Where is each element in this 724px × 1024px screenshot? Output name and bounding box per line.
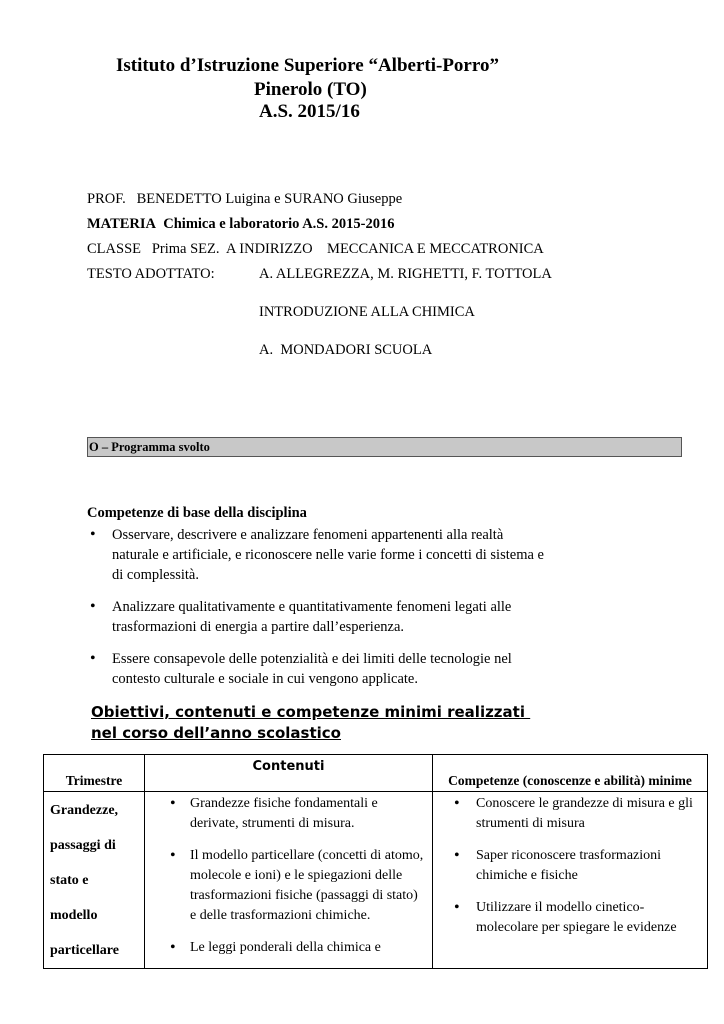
contenuti-cell [145, 792, 433, 969]
competenze-cell [433, 792, 708, 969]
competenze-minime-list [434, 794, 706, 938]
school-year: A.S. 2015/16 [259, 101, 360, 122]
prof-line [87, 191, 402, 208]
table-header-row [44, 755, 708, 792]
classe-line: CLASSE Prima SEZ. A INDIRIZZO MECCANICA E MECCATRONICA [87, 241, 544, 257]
list-item: • Le leggi ponderali della chimica e [146, 938, 427, 958]
competenze-list [87, 525, 547, 689]
list-item: • Utilizzare il modello cinetico-molecolare per spiegare le evidenze [434, 898, 702, 938]
header-contenuti: Contenuti [145, 755, 433, 792]
obiettivi-title: Obiettivi, contenuti e competenze minimi realizzati nel corso dell’anno scolastico [91, 703, 531, 742]
materia-line [87, 216, 394, 233]
testo-publisher: A. MONDADORI SCUOLA [259, 342, 433, 358]
list-item: • Il modello particellare (concetti di atomo, molecole e ioni) e le spiegazioni delle trasformazioni fisiche (passaggi di stato) e delle trasformazioni chimiche. [146, 846, 427, 926]
list-item: • Conoscere le grandezze di misura e gli strumenti di misura [434, 794, 702, 834]
school-city: Pinerolo (TO) [254, 79, 367, 100]
testo-authors: A. ALLEGREZZA, M. RIGHETTI, F. TOTTOLA [259, 266, 552, 282]
list-item: • Osservare, descrivere e analizzare fenomeni appartenenti alla realtà naturale e artificiale, e riconoscere nelle varie forme i concetti di sistema e di complessità. [87, 525, 547, 585]
competenze-title: Competenze di base della disciplina [87, 505, 307, 521]
testo-title: INTRODUZIONE ALLA CHIMICA [259, 304, 475, 320]
prof-value: BENEDETTO Luigina e SURANO Giuseppe [136, 191, 403, 207]
programma-table [43, 754, 708, 969]
table-row [44, 792, 708, 969]
list-item: • Analizzare qualitativamente e quantitativamente fenomeni legati alle trasformazioni di energia a partire dall’esperienza. [87, 597, 547, 637]
school-name: Istituto d’Istruzione Superiore “Alberti-Porro” [116, 55, 499, 76]
materia-label: MATERIA [87, 216, 157, 232]
header-competenze: Competenze (conoscenze e abilità) minime [433, 755, 708, 792]
contenuti-list [146, 794, 431, 958]
list-item: • Grandezze fisiche fondamentali e derivate, strumenti di misura. [146, 794, 427, 834]
trimestre-cell: Grandezze, passaggi di stato e modello particellare [44, 792, 145, 969]
header-trimestre: Trimestre [44, 755, 145, 792]
testo-label: TESTO ADOTTATO: [87, 266, 215, 282]
prof-label: PROF. [87, 191, 126, 207]
list-item: • Saper riconoscere trasformazioni chimiche e fisiche [434, 846, 702, 886]
materia-value: Chimica e laboratorio A.S. 2015-2016 [163, 216, 395, 232]
section-bar-programma: O – Programma svolto [87, 437, 682, 457]
list-item: • Essere consapevole delle potenzialità e dei limiti delle tecnologie nel contesto culturale e sociale in cui vengono applicate. [87, 649, 547, 689]
